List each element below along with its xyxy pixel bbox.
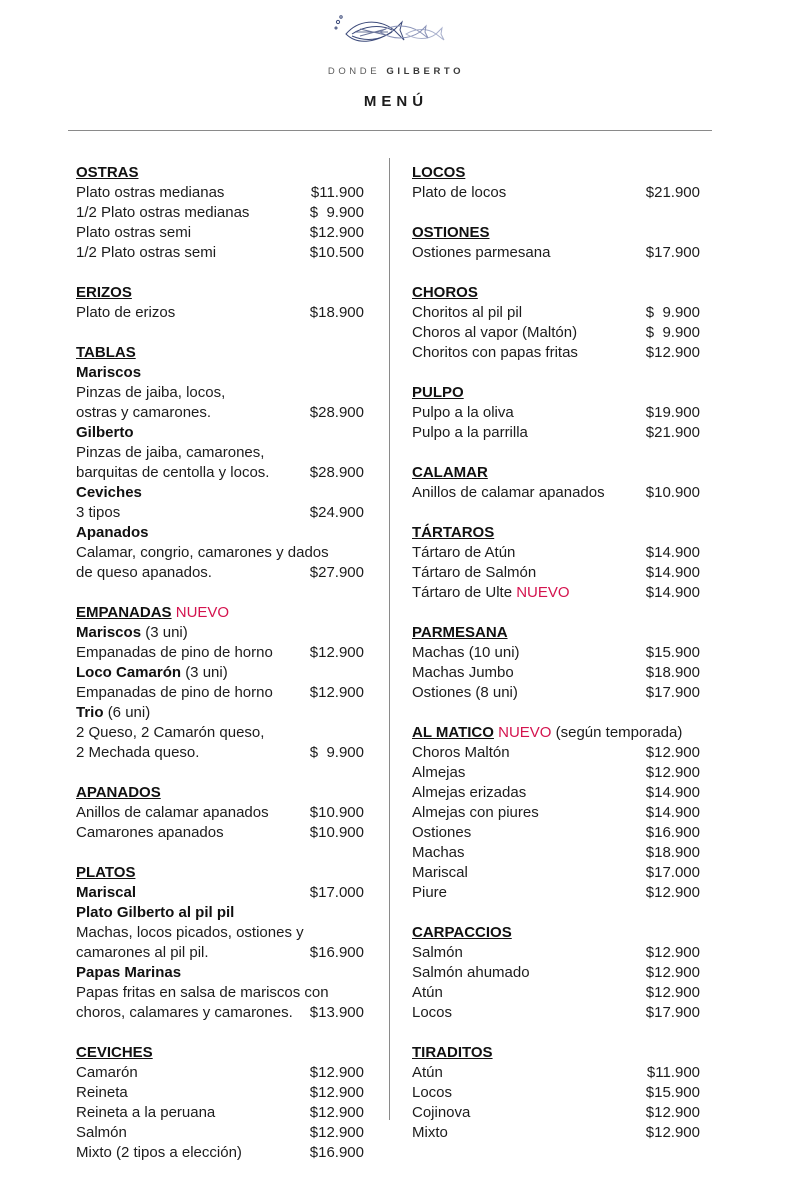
- section-header: [412, 1043, 704, 1063]
- menu-item: [412, 1123, 704, 1143]
- section-title: TÁRTAROS: [412, 524, 495, 541]
- item-name: Choros al vapor (Maltón): [412, 324, 578, 341]
- item-name: de queso apanados.: [76, 564, 212, 581]
- item-price: $14.900: [645, 804, 700, 821]
- item-name: Machas Jumbo: [412, 664, 514, 681]
- item-note: (6 uni): [107, 704, 151, 721]
- item-name: Almejas erizadas: [412, 784, 527, 801]
- item-price: $21.900: [645, 424, 700, 441]
- section-title: TIRADITOS: [412, 1044, 493, 1061]
- item-name: Empanadas de pino de horno: [76, 644, 273, 661]
- item-name: 3 tipos: [76, 504, 121, 521]
- item-price: $12.900: [645, 764, 700, 781]
- item-subtitle: Apanados: [76, 524, 149, 541]
- menu-section: [76, 863, 368, 1023]
- menu-item: [412, 983, 704, 1003]
- section-header: [412, 283, 704, 303]
- menu-item: [76, 643, 368, 663]
- item-name: 2 Mechada queso.: [76, 744, 200, 761]
- section-header: [412, 223, 704, 243]
- menu-item: [412, 1003, 704, 1023]
- section-header: [412, 723, 704, 743]
- menu-item: [76, 543, 368, 563]
- menu-item: [76, 803, 368, 823]
- section-title: CARPACCIOS: [412, 924, 512, 941]
- item-name: Ostiones: [412, 824, 472, 841]
- new-badge: NUEVO: [175, 604, 230, 621]
- item-name: Mixto: [412, 1124, 448, 1141]
- menu-item: [76, 663, 368, 683]
- item-price: $12.900: [645, 964, 700, 981]
- menu-item: [76, 403, 368, 423]
- item-price: $12.900: [645, 944, 700, 961]
- item-name: 1/2 Plato ostras medianas: [76, 204, 250, 221]
- header-divider: [68, 130, 712, 131]
- section-header: [412, 463, 704, 483]
- item-subtitle: Trio: [76, 704, 104, 721]
- menu-section: [412, 523, 704, 603]
- item-name: Tártaro de Atún: [412, 544, 516, 561]
- menu-item: [76, 743, 368, 763]
- menu-item: [412, 843, 704, 863]
- section-header: [76, 603, 368, 623]
- item-name: Reineta: [76, 1084, 128, 1101]
- item-name: Anillos de calamar apanados: [412, 484, 605, 501]
- section-title: OSTRAS: [76, 164, 139, 181]
- item-subtitle: Plato Gilberto al pil pil: [76, 904, 235, 921]
- menu-item: [412, 643, 704, 663]
- item-price: $ 9.900: [645, 304, 700, 321]
- item-name: Locos: [412, 1004, 453, 1021]
- brand-name: DONDE GILBERTO: [327, 66, 465, 77]
- menu-item: [76, 1123, 368, 1143]
- item-name: Choritos con papas fritas: [412, 344, 578, 361]
- section-header: [76, 283, 368, 303]
- menu-section: [412, 383, 704, 443]
- menu-item: [76, 983, 368, 1003]
- menu-section: [412, 623, 704, 703]
- item-price: $21.900: [645, 184, 700, 201]
- menu-item: [76, 503, 368, 523]
- menu-item: [76, 223, 368, 243]
- item-name: Mixto (2 tipos a elección): [76, 1144, 242, 1161]
- new-badge: NUEVO: [498, 724, 552, 741]
- menu-item: [412, 963, 704, 983]
- item-price: $18.900: [645, 664, 700, 681]
- section-title: CALAMAR: [412, 464, 488, 481]
- item-name: Salmón: [412, 944, 463, 961]
- item-price: $12.900: [309, 1124, 364, 1141]
- item-price: $14.900: [645, 564, 700, 581]
- item-price: $12.900: [645, 984, 700, 1001]
- menu-item: [412, 683, 704, 703]
- item-name: ostras y camarones.: [76, 404, 212, 421]
- section-header: [412, 623, 704, 643]
- menu-item: [412, 863, 704, 883]
- item-name: Cojinova: [412, 1104, 471, 1121]
- item-price: $18.900: [645, 844, 700, 861]
- item-price: $17.000: [309, 884, 364, 901]
- item-price: $12.900: [645, 1104, 700, 1121]
- item-note: (3 uni): [145, 624, 188, 641]
- menu-item: [76, 683, 368, 703]
- item-price: $12.900: [309, 684, 364, 701]
- menu-item: [76, 963, 368, 983]
- section-note: (según temporada): [555, 724, 683, 741]
- menu-item: [76, 883, 368, 903]
- item-name: Pulpo a la parrilla: [412, 424, 528, 441]
- menu-item: [76, 243, 368, 263]
- menu-section: [412, 223, 704, 263]
- menu-section: [76, 603, 368, 763]
- item-name: Ostiones parmesana: [412, 244, 551, 261]
- menu-item: [412, 303, 704, 323]
- menu-item: [76, 183, 368, 203]
- item-price: $17.000: [645, 864, 700, 881]
- menu-item: [76, 1083, 368, 1103]
- item-name: Ostiones (8 uni): [412, 684, 518, 701]
- item-price: $17.900: [645, 244, 700, 261]
- menu-item: [412, 763, 704, 783]
- menu-section: [412, 1043, 704, 1143]
- menu-column-right: [412, 163, 704, 1163]
- menu-item: [412, 743, 704, 763]
- item-name: camarones al pil pil.: [76, 944, 209, 961]
- item-price: $12.900: [645, 344, 700, 361]
- menu-item: [412, 183, 704, 203]
- section-header: [412, 523, 704, 543]
- item-subtitle: Ceviches: [76, 484, 142, 501]
- item-name: 1/2 Plato ostras semi: [76, 244, 217, 261]
- section-header: [412, 923, 704, 943]
- menu-item: [76, 1103, 368, 1123]
- menu-item: [76, 903, 368, 923]
- menu-item: [412, 343, 704, 363]
- item-name: barquitas de centolla y locos.: [76, 464, 270, 481]
- menu-section: [412, 463, 704, 503]
- menu-item: [76, 303, 368, 323]
- item-name: Choritos al pil pil: [412, 304, 523, 321]
- item-price: $12.900: [645, 884, 700, 901]
- menu-item: [76, 1063, 368, 1083]
- item-price: $10.900: [309, 804, 364, 821]
- item-name: Calamar, congrio, camarones y dados: [76, 544, 329, 561]
- menu-item: [76, 383, 368, 403]
- item-price: $ 9.900: [645, 324, 700, 341]
- item-subtitle: Mariscos: [76, 624, 142, 641]
- section-header: [76, 163, 368, 183]
- item-price: $12.900: [309, 1064, 364, 1081]
- menu-item: [76, 943, 368, 963]
- item-price: $10.500: [309, 244, 364, 261]
- menu-section: [76, 163, 368, 263]
- item-price: $18.900: [309, 304, 364, 321]
- section-title: APANADOS: [76, 784, 161, 801]
- section-title: OSTIONES: [412, 224, 490, 241]
- menu-item: [412, 403, 704, 423]
- fish-logo-icon: [332, 12, 446, 52]
- section-header: [412, 163, 704, 183]
- menu-item: [412, 1103, 704, 1123]
- item-name: Locos: [412, 1084, 453, 1101]
- section-header: [76, 863, 368, 883]
- item-price: $28.900: [309, 404, 364, 421]
- menu-item: [412, 1063, 704, 1083]
- item-subtitle: Gilberto: [76, 424, 134, 441]
- menu-item: [76, 723, 368, 743]
- item-subtitle: Mariscal: [76, 884, 137, 901]
- item-name: Almejas con piures: [412, 804, 539, 821]
- menu-item: [412, 423, 704, 443]
- item-name: Pinzas de jaiba, locos,: [76, 384, 226, 401]
- item-price: $ 9.900: [309, 204, 364, 221]
- item-price: $10.900: [309, 824, 364, 841]
- menu-item: [76, 443, 368, 463]
- item-name: Atún: [412, 1064, 443, 1081]
- item-name: Reineta a la peruana: [76, 1104, 216, 1121]
- menu-item: [412, 803, 704, 823]
- item-price: $12.900: [309, 644, 364, 661]
- item-name: Papas fritas en salsa de mariscos con: [76, 984, 329, 1001]
- new-badge: NUEVO: [516, 584, 570, 601]
- section-title: ERIZOS: [76, 284, 132, 301]
- menu-section: [412, 283, 704, 363]
- item-price: $14.900: [645, 784, 700, 801]
- item-name: Salmón: [76, 1124, 127, 1141]
- item-price: $24.900: [309, 504, 364, 521]
- item-name: Salmón ahumado: [412, 964, 530, 981]
- section-title: PLATOS: [76, 864, 136, 881]
- item-name: Mariscal: [412, 864, 468, 881]
- item-name: Almejas: [412, 764, 466, 781]
- item-name: Plato ostras medianas: [76, 184, 225, 201]
- item-price: $15.900: [645, 1084, 700, 1101]
- section-header: [76, 1043, 368, 1063]
- section-title: PARMESANA: [412, 624, 508, 641]
- menu-section: [412, 923, 704, 1023]
- item-subtitle: Papas Marinas: [76, 964, 182, 981]
- menu-item: [76, 523, 368, 543]
- menu-section: [412, 163, 704, 203]
- item-name: Empanadas de pino de horno: [76, 684, 273, 701]
- menu-item: [412, 823, 704, 843]
- item-price: $19.900: [645, 404, 700, 421]
- item-price: $12.900: [645, 1124, 700, 1141]
- item-price: $12.900: [309, 1104, 364, 1121]
- item-name: Camarón: [76, 1064, 138, 1081]
- item-price: $17.900: [645, 684, 700, 701]
- item-price: $16.900: [309, 944, 364, 961]
- item-name: Choros Maltón: [412, 744, 510, 761]
- menu-item: [76, 1003, 368, 1023]
- section-title: EMPANADAS: [76, 604, 172, 621]
- item-name: Plato de locos: [412, 184, 507, 201]
- menu-item: [412, 943, 704, 963]
- menu-header: [0, 0, 792, 140]
- item-note: (3 uni): [185, 664, 228, 681]
- item-price: $15.900: [645, 644, 700, 661]
- item-subtitle: Mariscos: [76, 364, 142, 381]
- item-price: $28.900: [309, 464, 364, 481]
- menu-item: [76, 423, 368, 443]
- item-name: choros, calamares y camarones.: [76, 1004, 293, 1021]
- menu-item: [412, 243, 704, 263]
- item-price: $12.900: [309, 224, 364, 241]
- section-title: CHOROS: [412, 284, 478, 301]
- item-price: $12.900: [645, 744, 700, 761]
- item-price: $11.900: [310, 184, 364, 201]
- menu-section: [76, 283, 368, 323]
- item-price: $16.900: [645, 824, 700, 841]
- section-header: [76, 343, 368, 363]
- section-title: PULPO: [412, 384, 464, 401]
- menu-item: [412, 663, 704, 683]
- item-price: $14.900: [645, 544, 700, 561]
- item-name: Plato ostras semi: [76, 224, 192, 241]
- menu-item: [412, 883, 704, 903]
- item-name: Camarones apanados: [76, 824, 224, 841]
- item-name: Pulpo a la oliva: [412, 404, 514, 421]
- section-header: [76, 783, 368, 803]
- item-price: $12.900: [309, 1084, 364, 1101]
- item-price: $27.900: [309, 564, 364, 581]
- section-title: CEVICHES: [76, 1044, 153, 1061]
- section-title: LOCOS: [412, 164, 466, 181]
- item-name: Machas, locos picados, ostiones y: [76, 924, 304, 941]
- menu-item: [412, 1083, 704, 1103]
- section-title: TABLAS: [76, 344, 136, 361]
- menu-item: [76, 1143, 368, 1163]
- menu-item: [412, 563, 704, 583]
- item-name: Plato de erizos: [76, 304, 176, 321]
- item-name: Atún: [412, 984, 443, 1001]
- menu-section: [76, 1043, 368, 1163]
- item-name: Tártaro de Salmón: [412, 564, 537, 581]
- item-price: $16.900: [309, 1144, 364, 1161]
- menu-item: [412, 543, 704, 563]
- section-header: [412, 383, 704, 403]
- item-price: $11.900: [646, 1064, 700, 1081]
- page-title: MENÚ: [363, 93, 429, 110]
- item-subtitle: Loco Camarón: [76, 664, 182, 681]
- item-name: Tártaro de Ulte: [412, 584, 513, 601]
- menu-item: [412, 783, 704, 803]
- item-price: $10.900: [645, 484, 700, 501]
- item-name: Pinzas de jaiba, camarones,: [76, 444, 265, 461]
- menu-column-left: [76, 163, 368, 1183]
- menu-section: [412, 723, 704, 903]
- menu-section: [76, 783, 368, 843]
- menu-item: [76, 823, 368, 843]
- menu-item: [76, 483, 368, 503]
- menu-item: [412, 483, 704, 503]
- item-price: $ 9.900: [309, 744, 364, 761]
- menu-item: [76, 563, 368, 583]
- item-name: Machas (10 uni): [412, 644, 520, 661]
- column-divider: [389, 158, 390, 1120]
- menu-item: [76, 923, 368, 943]
- menu-item: [412, 323, 704, 343]
- item-price: $14.900: [645, 584, 700, 601]
- item-name: Anillos de calamar apanados: [76, 804, 269, 821]
- item-name: Piure: [412, 884, 448, 901]
- menu-item: [76, 703, 368, 723]
- item-price: $13.900: [309, 1004, 364, 1021]
- menu-item: [76, 623, 368, 643]
- item-price: $17.900: [645, 1004, 700, 1021]
- section-title: AL MATICO: [412, 724, 494, 741]
- menu-item: [76, 203, 368, 223]
- item-name: Machas: [412, 844, 465, 861]
- item-name: 2 Queso, 2 Camarón queso,: [76, 724, 265, 741]
- menu-item: [76, 363, 368, 383]
- menu-section: [76, 343, 368, 583]
- menu-item: [412, 583, 704, 603]
- menu-item: [76, 463, 368, 483]
